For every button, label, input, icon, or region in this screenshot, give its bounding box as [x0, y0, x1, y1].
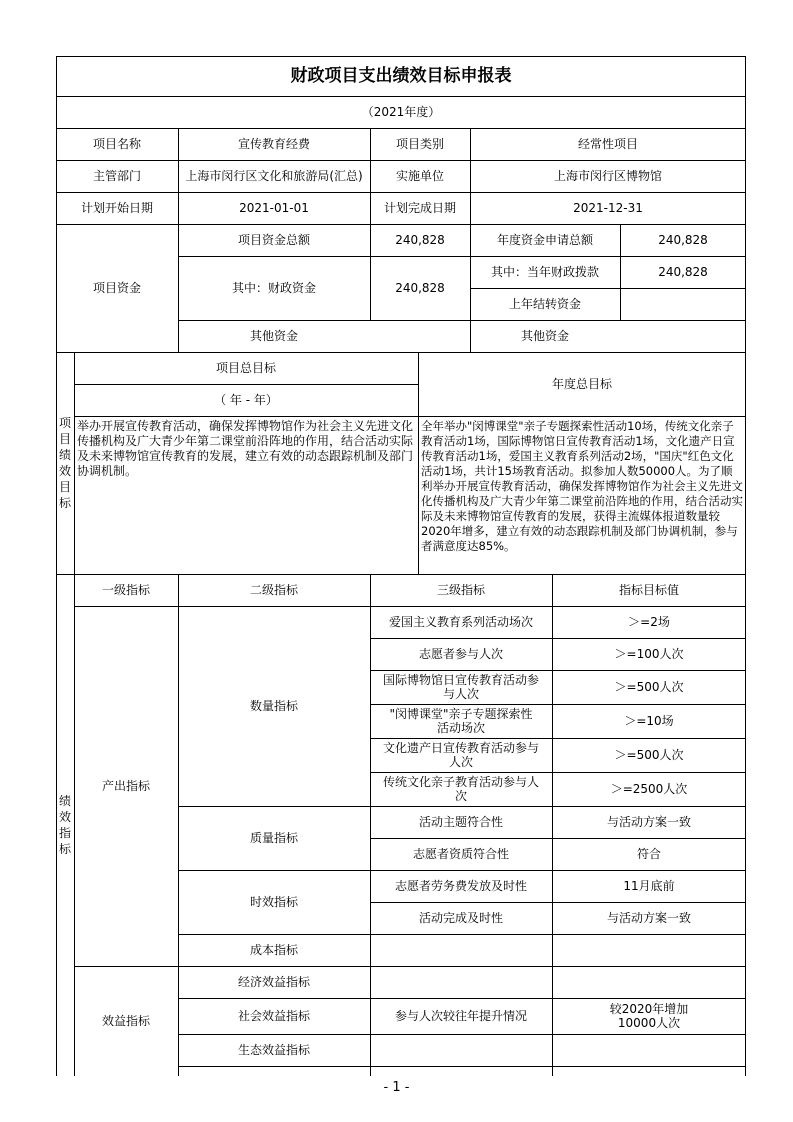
- table-row-value: ＞=2500人次: [610, 782, 688, 796]
- goals-side-label: 项 目 绩 效 目 标: [58, 416, 71, 510]
- benefit-indicator-label: 效益指标: [101, 1014, 150, 1028]
- fiscal-funds-label: 其中：财政资金: [231, 281, 316, 295]
- page-number: - 1 -: [383, 1080, 410, 1095]
- economic-benefit-label: 经济效益指标: [237, 975, 310, 989]
- header-level2: 二级指标: [249, 583, 298, 597]
- fiscal-year: （2021年度）: [361, 105, 441, 119]
- current-funds-value: 240,828: [658, 265, 708, 279]
- table-row-value: ＞=500人次: [614, 748, 684, 762]
- form-title: 财政项目支出绩效目标申报表: [290, 66, 512, 86]
- dept-label: 主管部门: [92, 169, 141, 183]
- table-row-value: 11月底前: [623, 879, 675, 893]
- header-target: 指标目标值: [618, 583, 679, 597]
- project-name-label: 项目名称: [92, 137, 141, 151]
- table-row-value: 与活动方案一致: [606, 815, 691, 829]
- annual-funds-value: 240,828: [658, 233, 708, 247]
- project-name-value: 宣传教育经费: [237, 137, 310, 151]
- table-row-name: 参与人次较往年提升情况: [394, 1009, 527, 1023]
- annual-goal-label: 年度总目标: [551, 377, 612, 391]
- carryover-funds-label: 上年结转资金: [508, 297, 581, 311]
- annual-goal-text: 全年举办"闵博课堂"亲子专题探索性活动10场，传统文化亲子教育活动1场，国际博物馆日宣传教育活动1场，文化遗产日宣传教育活动1场，爱国主义教育系列活动2场，"国庆"红色文化活动1场，共计15场教育活动。拟参加人数50000人。为了顺利举办开展宣传教育活动，确保发挥博物馆作为社会主义先进文化传播机构及广大青少年第二课堂前沿阵地的作用，结合活动实际及未来博物馆宣传教育的发展，获得主流媒体报道数量较2020年增多，建立有效的动态跟踪机制及部门协调机制，参与者满意度达85%。: [421, 419, 743, 553]
- social-benefit-label: 社会效益指标: [237, 1009, 310, 1023]
- header-level1: 一级指标: [101, 583, 150, 597]
- table-row-value: 与活动方案一致: [606, 911, 691, 925]
- table-row-value: ＞=500人次: [614, 680, 684, 694]
- project-type-label: 项目类别: [395, 137, 444, 151]
- project-type-value: 经常性项目: [577, 137, 638, 151]
- cost-indicator-label: 成本指标: [249, 943, 298, 957]
- table-row-name: 志愿者资质符合性: [412, 847, 509, 861]
- time-indicator-label: 时效指标: [249, 895, 298, 909]
- unit-value: 上海市闵行区博物馆: [553, 169, 662, 183]
- overall-goal-text: 举办开展宣传教育活动，确保发挥博物馆作为社会主义先进文化传播机构及广大青少年第二课堂前沿阵地的作用，结合活动实际及未来博物馆宣传教育的发展，建立有效的动态跟踪机制及部门协调机制。: [77, 419, 414, 478]
- table-row-value: 符合: [636, 847, 661, 861]
- indicators-side-label: 绩 效 指 标: [58, 794, 71, 856]
- funds-label: 项目资金: [92, 281, 141, 295]
- table-row-name: 志愿者劳务费发放及时性: [394, 879, 527, 893]
- annual-funds-label: 年度资金申请总额: [496, 233, 593, 247]
- table-row-name: 爱国主义教育系列活动场次: [388, 615, 533, 629]
- table-row-value: ＞=10场: [624, 714, 674, 728]
- quality-indicator-label: 质量指标: [249, 831, 298, 845]
- table-row-name: 活动完成及时性: [418, 911, 503, 925]
- quantity-indicator-label: 数量指标: [249, 699, 298, 713]
- output-indicator-label: 产出指标: [101, 779, 150, 793]
- table-row-name: 志愿者参与人次: [418, 647, 503, 661]
- current-funds-label: 其中：当年财政拨款: [490, 265, 599, 279]
- ecological-benefit-label: 生态效益指标: [237, 1043, 310, 1057]
- fiscal-funds-value: 240,828: [395, 281, 445, 295]
- dept-value: 上海市闵行区文化和旅游局(汇总): [185, 169, 363, 183]
- table-row-name: 文化遗产日宣传教育活动参与人次: [382, 741, 539, 769]
- overall-goal-period: （ 年 - 年）: [214, 393, 278, 407]
- table-row-name: 传统文化亲子教育活动参与人次: [382, 775, 539, 803]
- total-funds-value: 240,828: [395, 233, 445, 247]
- table-row-name: 国际博物馆日宣传教育活动参与人次: [382, 673, 539, 701]
- table-row-name: 活动主题符合性: [418, 815, 503, 829]
- start-date-label: 计划开始日期: [80, 201, 153, 215]
- other-funds-label-right: 其他资金: [520, 329, 569, 343]
- other-funds-label: 其他资金: [249, 329, 298, 343]
- unit-label: 实施单位: [395, 169, 444, 183]
- end-date-value: 2021-12-31: [573, 201, 643, 215]
- header-level3: 三级指标: [436, 583, 485, 597]
- table-row-name: "闵博课堂"亲子专题探索性活动场次: [389, 707, 533, 735]
- end-date-label: 计划完成日期: [383, 201, 456, 215]
- table-row-value: ＞=2场: [628, 615, 670, 629]
- total-funds-label: 项目资金总额: [237, 233, 310, 247]
- start-date-value: 2021-01-01: [239, 201, 309, 215]
- overall-goal-label: 项目总目标: [215, 361, 276, 375]
- table-row-value: 较2020年增加10000人次: [609, 1002, 689, 1030]
- table-row-value: ＞=100人次: [614, 647, 684, 661]
